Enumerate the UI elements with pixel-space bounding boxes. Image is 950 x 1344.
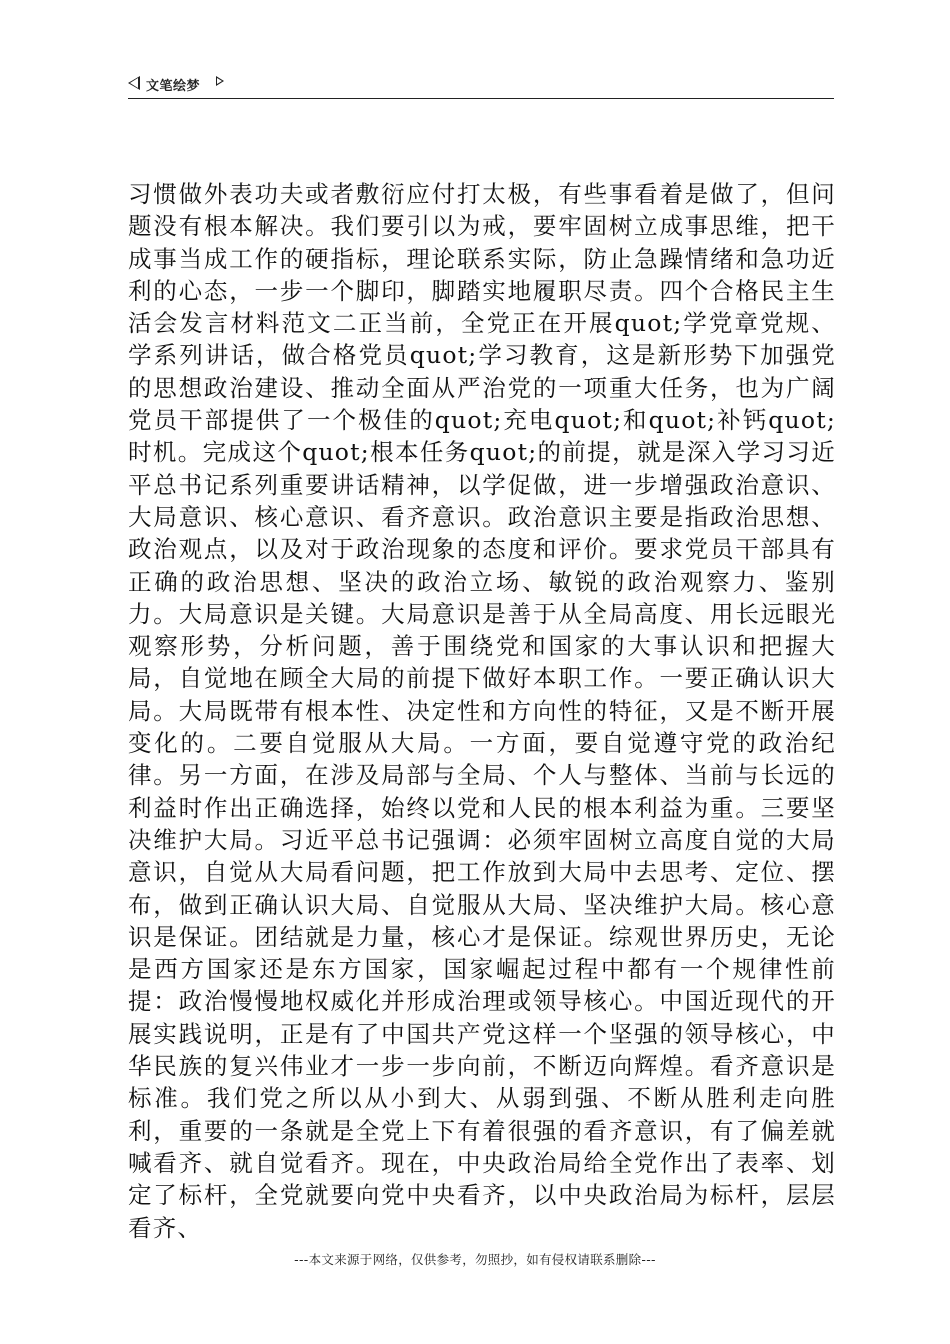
document-body-text: 习惯做外表功夫或者敷衍应付打太极，有些事看着是做了，但问题没有根本解决。我们要引以为戒，要牢固树立成事思维，把干成事当成工作的硬指标，理论联系实际，防止急躁情绪和急功近利的心态，一步一个脚印，脚踏实地履职尽责。四个合格民主生活会发言材料范文二正当前，全党正在开展quot;学党章党规、学系列讲话，做合格党员quot;学习教育，这是新形势下加强党的思想政治建设、推动全面从严治党的一项重大任务，也为广阔党员干部提供了一个极佳的quot;充电quot;和quot;补钙quot;时机。完成这个quot;根本任务quot;的前提，就是深入学习习近平总书记系列重要讲话精神，以学促做，进一步增强政治意识、大局意识、核心意识、看齐意识。政治意识主要是指政治思想、政治观点，以及对于政治现象的态度和评价。要求党员干部具有正确的政治思想、坚决的政治立场、敏锐的政治观察力、鉴别力。大局意识是关键。大局意识是善于从全局高度、用长远眼光观察形势，分析问题，善于围绕党和国家的大事认识和把握大局，自觉地在顾全大局的前提下做好本职工作。一要正确认识大局。大局既带有根本性、决定性和方向性的特征，又是不断开展变化的。二要自觉服从大局。一方面，要自觉遵守党的政治纪律。另一方面，在涉及局部与全局、个人与整体、当前与长远的利益时作出正确选择，始终以党和人民的根本利益为重。三要坚决维护大局。习近平总书记强调：必须牢固树立高度自觉的大局意识，自觉从大局看问题，把工作放到大局中去思考、定位、摆布，做到正确认识大局、自觉服从大局、坚决维护大局。核心意识是保证。团结就是力量，核心才是保证。综观世界历史，无论是西方国家还是东方国家，国家崛起过程中都有一个规律性前提：政治慢慢地权威化并形成治理或领导核心。中国近现代的开展实践说明，正是有了中国共产党这样一个坚强的领导核心，中华民族的复兴伟业才一步一步向前，不断迈向辉煌。看齐意识是标准。我们党之所以从小到大、从弱到强、不断从胜利走向胜利，重要的一条就是全党上下有着很强的看齐意识，有了偏差就喊看齐、就自觉看齐。现在，中央政治局给全党作出了表率、划定了标杆，全党就要向党中央看齐，以中央政治局为标杆，层层看齐、 xyxy=(128,180,836,1242)
left-triangle-icon xyxy=(128,76,140,90)
right-triangle-icon xyxy=(216,76,224,86)
page-footer: ---本文来源于网络，仅供参考，勿照抄，如有侵权请联系删除--- xyxy=(294,1252,656,1267)
page-header xyxy=(128,74,834,99)
header-title: 文笔绘梦 xyxy=(146,79,201,94)
